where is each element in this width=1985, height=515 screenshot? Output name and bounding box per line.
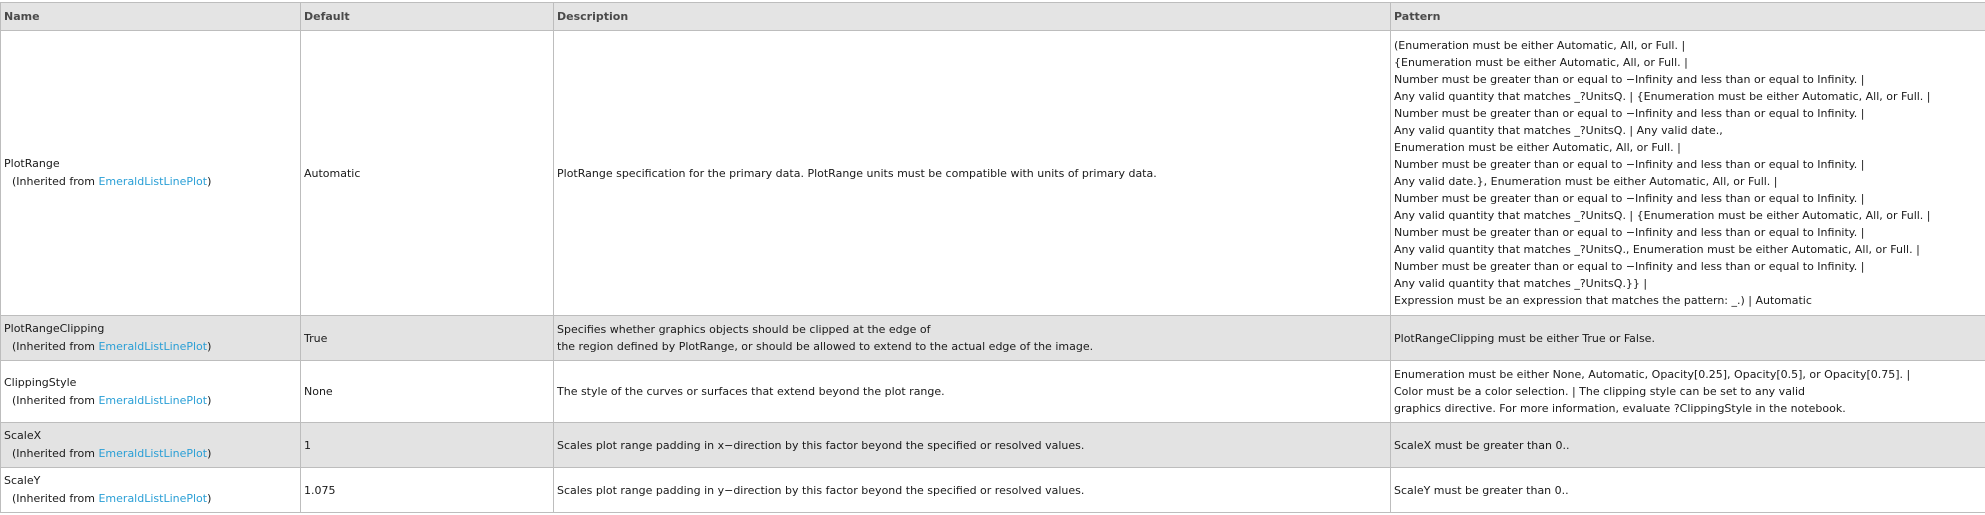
pattern-line: Number must be greater than or equal to −Infinity and less than or equal to Infinity. | xyxy=(1394,226,1865,239)
inherited-note xyxy=(4,338,297,356)
pattern-cell xyxy=(1391,316,1985,361)
table-row xyxy=(1,423,1985,468)
pattern-line: Any valid quantity that matches _?UnitsQ.}} | xyxy=(1394,277,1648,290)
option-name-cell xyxy=(1,31,301,316)
description-cell xyxy=(554,316,1391,361)
default-value: 1.075 xyxy=(301,468,554,513)
option-name-cell xyxy=(1,361,301,423)
pattern-line: (Enumeration must be either Automatic, All, or Full. | xyxy=(1394,39,1686,52)
pattern-cell xyxy=(1391,468,1985,513)
table-row xyxy=(1,361,1985,423)
pattern-line: ScaleY must be greater than 0.. xyxy=(1394,483,1569,497)
inherited-suffix: ) xyxy=(207,175,212,188)
table-row xyxy=(1,316,1985,361)
option-name: ScaleY xyxy=(4,474,41,487)
header-default: Default xyxy=(301,3,554,31)
pattern-line: PlotRangeClipping must be either True or False. xyxy=(1394,331,1655,345)
pattern-line: Any valid quantity that matches _?UnitsQ. | Any valid date., xyxy=(1394,124,1723,137)
pattern-line: Enumeration must be either Automatic, All, or Full. | xyxy=(1394,141,1681,154)
option-name-cell xyxy=(1,316,301,361)
pattern-line: Number must be greater than or equal to −Infinity and less than or equal to Infinity. | xyxy=(1394,107,1865,120)
pattern-line: Number must be greater than or equal to −Infinity and less than or equal to Infinity. | xyxy=(1394,73,1865,86)
option-name: ScaleX xyxy=(4,429,42,442)
description-line: PlotRange specification for the primary data. PlotRange units must be compatible with units of primary data. xyxy=(557,166,1157,180)
inherited-suffix: ) xyxy=(207,393,212,407)
table-row xyxy=(1,31,1985,316)
option-name-cell xyxy=(1,423,301,468)
description-cell xyxy=(554,31,1391,316)
header-name: Name xyxy=(1,3,301,31)
pattern-line: Any valid date.}, Enumeration must be either Automatic, All, or Full. | xyxy=(1394,175,1778,188)
table-row xyxy=(1,468,1985,513)
inherited-suffix: ) xyxy=(207,447,212,460)
pattern-line: Any valid quantity that matches _?UnitsQ., Enumeration must be either Automatic, All, or Full. | xyxy=(1394,243,1920,256)
default-value: None xyxy=(301,361,554,423)
inherited-note xyxy=(4,173,297,191)
pattern-line: Number must be greater than or equal to −Infinity and less than or equal to Infinity. | xyxy=(1394,260,1865,273)
inherited-prefix: (Inherited from xyxy=(12,447,99,460)
description-cell xyxy=(554,361,1391,423)
pattern-line: Expression must be an expression that matches the pattern: _.) | Automatic xyxy=(1394,294,1812,307)
table-body xyxy=(1,31,1985,513)
description-cell xyxy=(554,423,1391,468)
inherited-note xyxy=(4,490,297,508)
options-table xyxy=(0,2,1985,513)
description-line: The style of the curves or surfaces that extend beyond the plot range. xyxy=(557,385,945,398)
inherited-prefix: (Inherited from xyxy=(12,175,99,188)
inherited-note xyxy=(4,445,297,463)
header-pattern: Pattern xyxy=(1391,3,1985,31)
pattern-line: Color must be a color selection. | The clipping style can be set to any valid xyxy=(1394,385,1806,398)
option-name: ClippingStyle xyxy=(4,375,77,389)
default-value: Automatic xyxy=(301,31,554,316)
header-row xyxy=(1,3,1985,31)
inherited-from-link[interactable]: EmeraldListLinePlot xyxy=(98,340,208,353)
inherited-prefix: (Inherited from xyxy=(12,340,99,353)
inherited-prefix: (Inherited from xyxy=(12,393,99,407)
pattern-line: graphics directive. For more information, evaluate ?ClippingStyle in the notebook. xyxy=(1394,402,1846,415)
pattern-line: Enumeration must be either None, Automatic, Opacity[0.25], Opacity[0.5], or Opacity[0.75]. | xyxy=(1394,368,1911,381)
pattern-line: Any valid quantity that matches _?UnitsQ. | {Enumeration must be either Automatic, All, or Full. | xyxy=(1394,90,1931,103)
description-cell xyxy=(554,468,1391,513)
inherited-prefix: (Inherited from xyxy=(12,492,99,505)
option-name: PlotRange xyxy=(4,157,60,170)
pattern-cell xyxy=(1391,423,1985,468)
default-value: True xyxy=(301,316,554,361)
inherited-from-link[interactable]: EmeraldListLinePlot xyxy=(98,393,208,407)
description-line: Specifies whether graphics objects should be clipped at the edge of xyxy=(557,323,931,336)
inherited-from-link[interactable]: EmeraldListLinePlot xyxy=(98,447,208,460)
inherited-from-link[interactable]: EmeraldListLinePlot xyxy=(98,492,208,505)
default-value: 1 xyxy=(301,423,554,468)
description-line: the region defined by PlotRange, or should be allowed to extend to the actual edge of the image. xyxy=(557,340,1094,353)
description-line: Scales plot range padding in x−direction by this factor beyond the specified or resolved values. xyxy=(557,438,1085,452)
option-name: PlotRangeClipping xyxy=(4,322,105,335)
pattern-cell xyxy=(1391,31,1985,316)
pattern-line: Number must be greater than or equal to −Infinity and less than or equal to Infinity. | xyxy=(1394,158,1865,171)
pattern-line: ScaleX must be greater than 0.. xyxy=(1394,438,1570,452)
pattern-line: {Enumeration must be either Automatic, All, or Full. | xyxy=(1394,56,1688,69)
header-description: Description xyxy=(554,3,1391,31)
pattern-cell xyxy=(1391,361,1985,423)
inherited-note xyxy=(4,392,297,410)
description-line: Scales plot range padding in y−direction by this factor beyond the specified or resolved values. xyxy=(557,483,1085,497)
option-name-cell xyxy=(1,468,301,513)
inherited-suffix: ) xyxy=(207,492,212,505)
inherited-from-link[interactable]: EmeraldListLinePlot xyxy=(98,175,208,188)
pattern-line: Any valid quantity that matches _?UnitsQ. | {Enumeration must be either Automatic, All, or Full. | xyxy=(1394,209,1931,222)
inherited-suffix: ) xyxy=(207,340,212,353)
pattern-line: Number must be greater than or equal to −Infinity and less than or equal to Infinity. | xyxy=(1394,192,1865,205)
